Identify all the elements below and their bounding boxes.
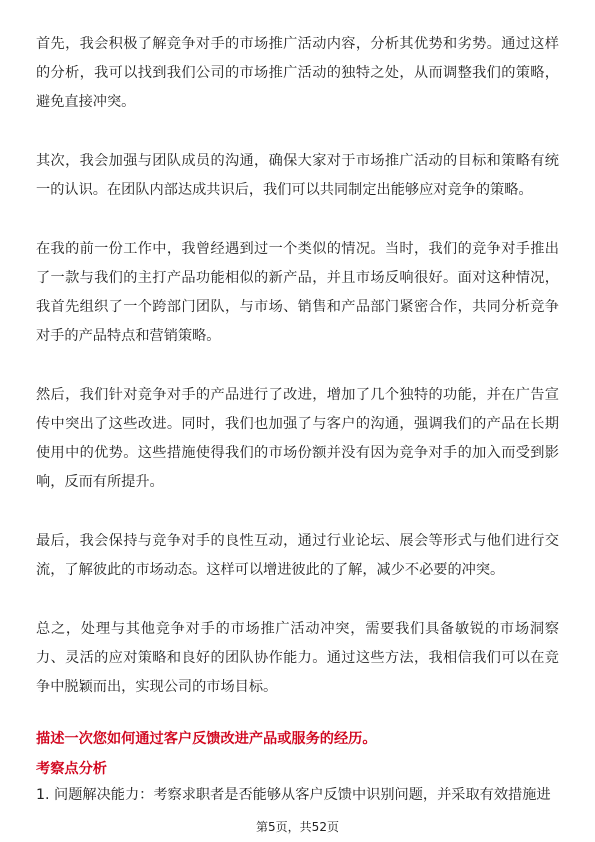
section-title: 考察点分析: [36, 761, 107, 777]
page-footer: 第5页，共52页: [256, 820, 339, 834]
body-paragraph-6: 总之，处理与其他竞争对手的市场推广活动冲突，需要我们具备敏锐的市场洞察力、灵活的应对策略和良好的团队协作能力。通过这些方法，我相信我们可以在竞争中脱颖而出，实现公司的市场目标。: [36, 621, 559, 695]
body-paragraph-2: 其次，我会加强与团队成员的沟通，确保大家对于市场推广活动的目标和策略有统一的认识。在团队内部达成共识后，我们可以共同制定出能够应对竞争的策略。: [36, 153, 559, 198]
question-heading: 描述一次您如何通过客户反馈改进产品或服务的经历。: [36, 731, 377, 747]
body-paragraph-1: 首先，我会积极了解竞争对手的市场推广活动内容，分析其优势和劣势。通过这样的分析，我可以找到我们公司的市场推广活动的独特之处，从而调整我们的策略，避免直接冲突。: [36, 36, 559, 110]
body-paragraph-4: 然后，我们针对竞争对手的产品进行了改进，增加了几个独特的功能，并在广告宣传中突出了这些改进。同时，我们也加强了与客户的沟通，强调我们的产品在长期使用中的优势。这些措施使得我们的市场份额并没有因为竞争对手的加入而受到影响，反而有所提升。: [36, 387, 559, 490]
body-paragraph-5: 最后，我会保持与竞争对手的良性互动，通过行业论坛、展会等形式与他们进行交流，了解彼此的市场动态。这样可以增进彼此的了解，减少不必要的冲突。: [36, 533, 559, 578]
document-page: [36, 30, 559, 806]
list-item: 1. 问题解决能力：考察求职者是否能够从客户反馈中识别问题，并采取有效措施进: [36, 787, 551, 803]
body-paragraph-3: 在我的前一份工作中，我曾经遇到过一个类似的情况。当时，我们的竞争对手推出了一款与我们的主打产品功能相似的新产品，并且市场反响很好。面对这种情况，我首先组织了一个跨部门团队，与市场、销售和产品部门紧密合作，共同分析竞争对手的产品特点和营销策略。: [36, 241, 559, 344]
